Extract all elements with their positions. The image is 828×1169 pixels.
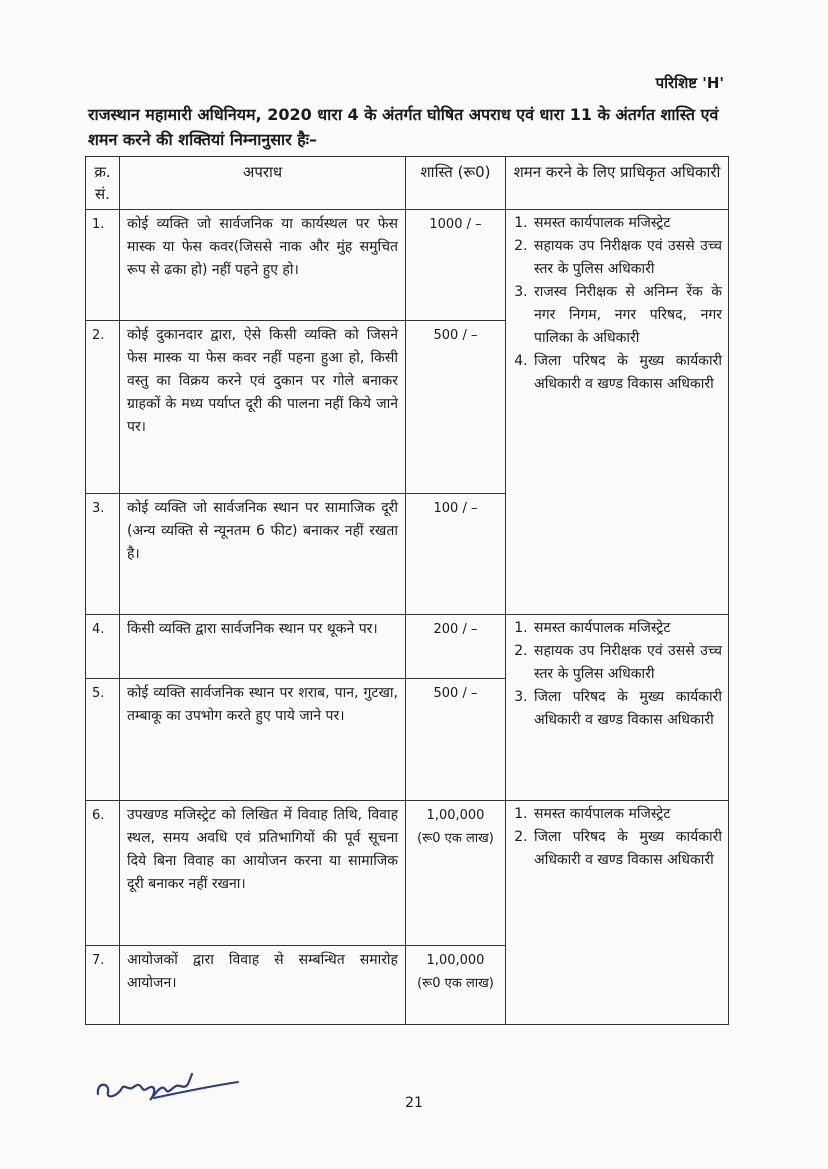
- row-serial: 7.: [86, 946, 120, 1025]
- table-header-row: [86, 157, 729, 210]
- row-serial: 1.: [86, 210, 120, 321]
- row-offence: कोई व्यक्ति जो सार्वजनिक या कार्यस्थल पर फेस मास्क या फेस कवर(जिससे नाक और मुंह समुचित रूप से ढका हो) नहीं पहने हुए हो।: [120, 210, 406, 321]
- authority-item: 3. जिला परिषद के मुख्य कार्यकारी अधिकारी व खण्ड विकास अधिकारी: [532, 686, 722, 732]
- row-offence: कोई व्यक्ति सार्वजनिक स्थान पर शराब, पान, गुटखा, तम्बाकू का उपभोग करते हुए पाये जाने पर।: [120, 679, 406, 801]
- row-penalty: 100 / –: [406, 494, 506, 615]
- row-offence: किसी व्यक्ति द्वारा सार्वजनिक स्थान पर थूकने पर।: [120, 615, 406, 679]
- authority-item: 4. जिला परिषद के मुख्य कार्यकारी अधिकारी व खण्ड विकास अधिकारी: [532, 350, 722, 396]
- table-row: [86, 801, 729, 946]
- annex-label: परिशिष्ट 'H': [655, 74, 724, 92]
- row-penalty: 1,00,000 (रू0 एक लाख): [406, 801, 506, 946]
- row-penalty: 500 / –: [406, 321, 506, 494]
- row-offence: कोई दुकानदार द्वारा, ऐसे किसी व्यक्ति को जिसने फेस मास्क या फेस कवर नहीं पहना हुआ हो, किसी वस्तु का विक्रय करने एवं दुकान पर गोले बनाकर ग्राहकों के मध्य पर्याप्त दूरी की पालना नहीं किये जाने पर।: [120, 321, 406, 494]
- row-offence: आयोजकों द्वारा विवाह से सम्बन्धित समारोह आयोजन।: [120, 946, 406, 1025]
- row-penalty: 200 / –: [406, 615, 506, 679]
- authority-group-3: [506, 801, 729, 1025]
- authority-item: 3. राजस्व निरीक्षक से अनिम्न रेंक के नगर निगम, नगर परिषद, नगर पालिका के अधिकारी: [532, 281, 722, 350]
- row-offence: उपखण्ड मजिस्ट्रेट को लिखित में विवाह तिथि, विवाह स्थल, समय अवधि एवं प्रतिभागियों की पूर्व सूचना दिये बिना विवाह का आयोजन करना या सामाजिक दूरी बनाकर नहीं रखना।: [120, 801, 406, 946]
- header-authority: शमन करने के लिए प्राधिकृत अधिकारी: [506, 157, 729, 210]
- table-row: [86, 615, 729, 679]
- authority-item: 1. समस्त कार्यपालक मजिस्ट्रेट: [532, 617, 722, 640]
- header-serial: क्र. सं.: [86, 157, 120, 210]
- authority-item: 2. जिला परिषद के मुख्य कार्यकारी अधिकारी व खण्ड विकास अधिकारी: [532, 826, 722, 872]
- authority-item: 1. समस्त कार्यपालक मजिस्ट्रेट: [532, 212, 722, 235]
- header-penalty: शास्ति (रू0): [406, 157, 506, 210]
- row-offence: कोई व्यक्ति जो सार्वजनिक स्थान पर सामाजिक दूरी (अन्य व्यक्ति से न्यूनतम 6 फीट) बनाकर नहीं रखता है।: [120, 494, 406, 615]
- row-penalty: 1,00,000 (रू0 एक लाख): [406, 946, 506, 1025]
- offence-penalty-table: [85, 156, 729, 1025]
- table-row: [86, 210, 729, 321]
- row-penalty: 1000 / –: [406, 210, 506, 321]
- page-heading: राजस्थान महामारी अधिनियम, 2020 धारा 4 के अंतर्गत घोषित अपराध एवं धारा 11 के अंतर्गत शास्ति एवं शमन करने की शक्तियां निम्नानुसार हैः–: [88, 105, 719, 149]
- row-serial: 6.: [86, 801, 120, 946]
- authority-item: 2. सहायक उप निरीक्षक एवं उससे उच्च स्तर के पुलिस अधिकारी: [532, 640, 722, 686]
- authority-group-1: [506, 210, 729, 615]
- row-serial: 3.: [86, 494, 120, 615]
- row-penalty: 500 / –: [406, 679, 506, 801]
- header-offence: अपराध: [120, 157, 406, 210]
- row-serial: 2.: [86, 321, 120, 494]
- authority-item: 1. समस्त कार्यपालक मजिस्ट्रेट: [532, 803, 722, 826]
- page-number: 21: [405, 1095, 423, 1111]
- authority-item: 2. सहायक उप निरीक्षक एवं उससे उच्च स्तर के पुलिस अधिकारी: [532, 235, 722, 281]
- row-serial: 5.: [86, 679, 120, 801]
- authority-group-2: [506, 615, 729, 801]
- row-serial: 4.: [86, 615, 120, 679]
